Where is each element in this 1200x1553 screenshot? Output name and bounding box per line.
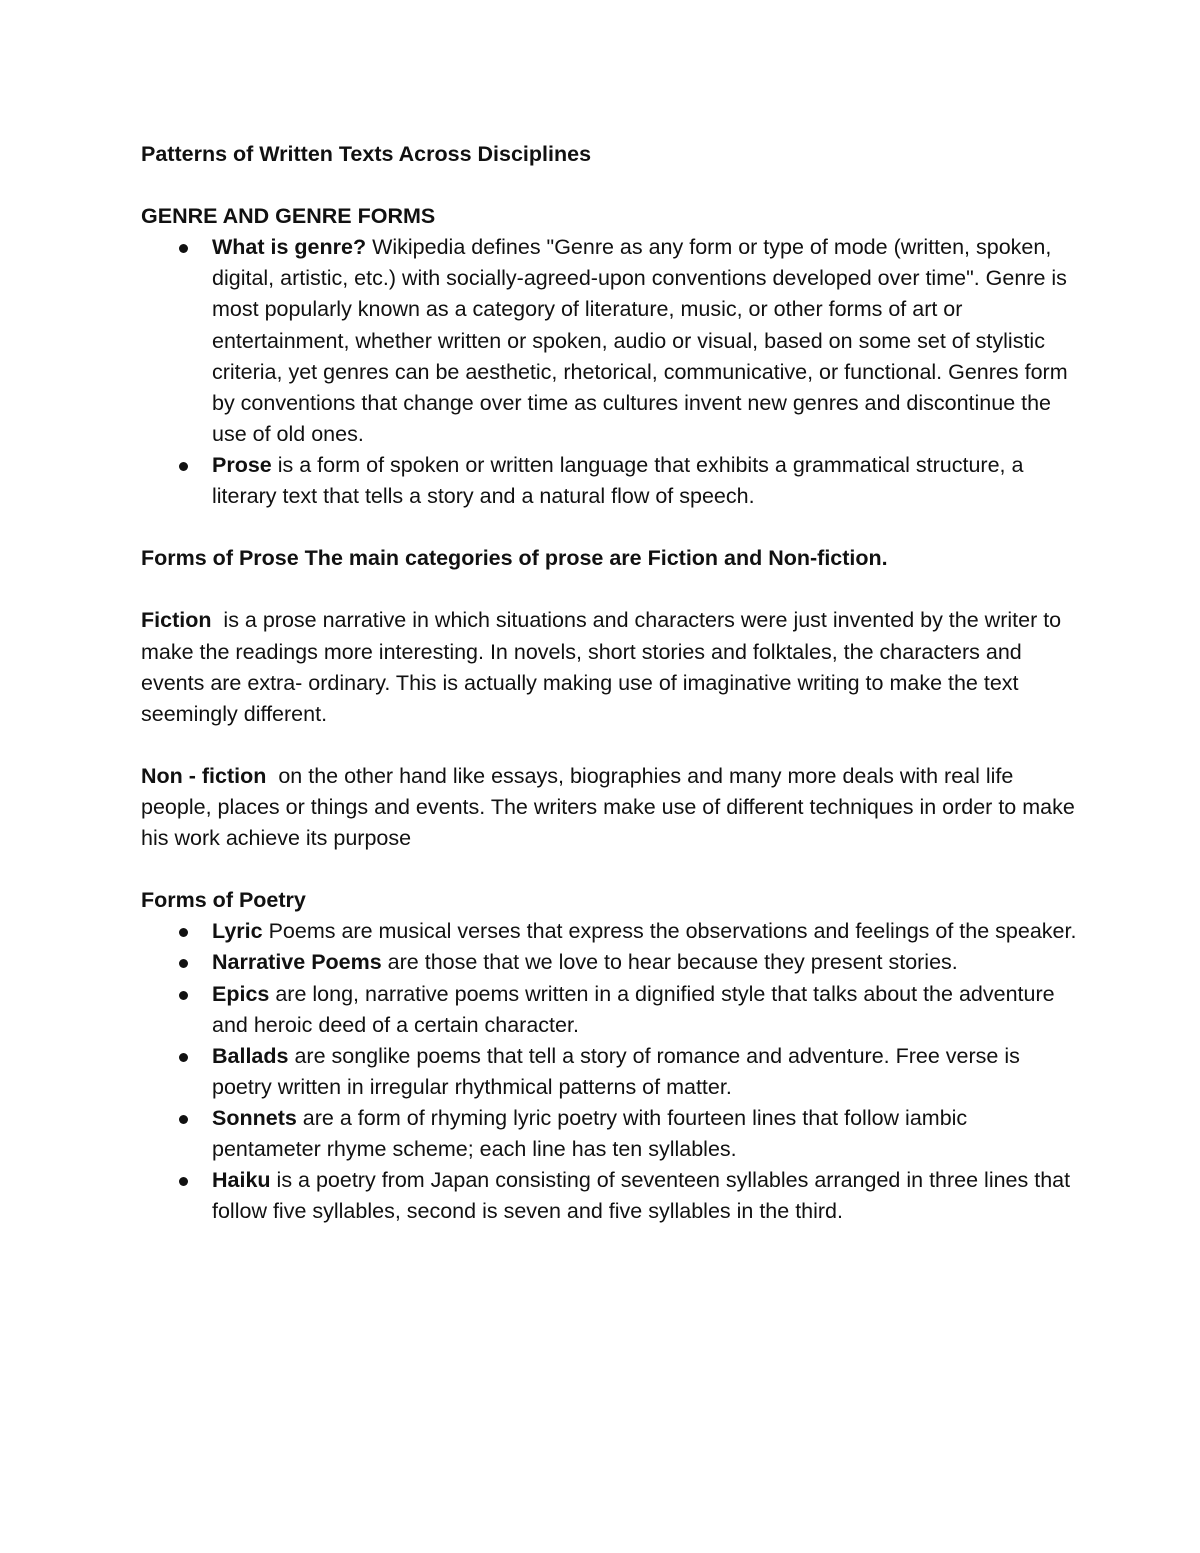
bullet-icon — [179, 462, 188, 471]
fiction-text: is a prose narrative in which situations and characters were just invented by the writer to make the readings more interesting. In novels, short stories and folktales, the characters and events are extra- ordinary. This is actually making use of imaginative writing to make the text seemingly different. — [141, 608, 1068, 726]
nonfiction-paragraph — [141, 761, 1081, 854]
genre-list — [141, 232, 1081, 512]
list-item-term: Lyric — [212, 919, 263, 944]
nonfiction-term: Non - fiction — [141, 763, 267, 788]
nonfiction-text: on the other hand like essays, biographies and many more deals with real life people, places or things and events. The writers make use of different techniques in order to make his work achieve its purpose — [141, 763, 1081, 851]
list-item-term: Ballads — [212, 1043, 289, 1068]
list-item-text: Wikipedia defines "Genre as any form or type of mode (written, spoken, digital, artistic, etc.) with socially-agreed-upon conventions developed over time". Genre is most popularly known as a category of literature, music, or other forms of art or entertainment, whether written or spoken, audio or visual, based on some set of stylistic criteria, yet genres can be aesthetic, rhetorical, communicative, or functional. Genres form by conventions that change over time as cultures invent new genres and discontinue the use of old ones. — [212, 235, 1068, 446]
bullet-icon — [179, 244, 188, 253]
prose-forms-heading: Forms of Prose The main categories of prose are Fiction and Non-fiction. — [141, 546, 888, 571]
list-item-term: Sonnets — [212, 1105, 297, 1130]
list-item — [141, 450, 1081, 512]
list-item — [141, 1103, 1081, 1165]
list-item-text: are long, narrative poems written in a dignified style that talks about the adventure and heroic deed of a certain character. — [212, 981, 1055, 1037]
spacer — [141, 854, 1081, 885]
list-item-term: Prose — [212, 452, 272, 477]
fiction-paragraph — [141, 605, 1081, 729]
list-item-text: are songlike poems that tell a story of romance and adventure. Free verse is poetry written in irregular rhythmical patterns of matter. — [212, 1043, 1020, 1099]
list-item-term: Narrative Poems — [212, 950, 382, 975]
list-item-text: is a poetry from Japan consisting of seventeen syllables arranged in three lines that follow five syllables, second is seven and five syllables in the third. — [212, 1168, 1071, 1224]
poetry-list — [141, 916, 1081, 1227]
list-item-text: are a form of rhyming lyric poetry with fourteen lines that follow iambic pentameter rhyme scheme; each line has ten syllables. — [212, 1105, 968, 1161]
bullet-icon — [179, 1177, 188, 1186]
list-item — [141, 916, 1081, 947]
bullet-icon — [179, 991, 188, 1000]
list-item — [141, 232, 1081, 450]
list-item-text: are those that we love to hear because they present stories. — [381, 950, 958, 975]
poetry-heading: Forms of Poetry — [141, 888, 306, 913]
list-item-term: Epics — [212, 981, 270, 1006]
list-item — [141, 947, 1081, 978]
list-item-text: Poems are musical verses that express the observations and feelings of the speaker. — [262, 919, 1077, 944]
list-item — [141, 1041, 1081, 1103]
bullet-icon — [179, 959, 188, 968]
bullet-icon — [179, 1053, 188, 1062]
spacer — [141, 730, 1081, 761]
bullet-icon — [179, 928, 188, 937]
genre-heading: GENRE AND GENRE FORMS — [141, 204, 436, 229]
list-item — [141, 979, 1081, 1041]
spacer — [141, 512, 1081, 543]
document-title: Patterns of Written Texts Across Disciplines — [141, 142, 592, 166]
list-item — [141, 1165, 1081, 1227]
spacer — [141, 170, 1081, 201]
bullet-icon — [179, 1115, 188, 1124]
list-item-term: What is genre? — [212, 235, 367, 260]
spacer — [141, 574, 1081, 605]
list-item-text: is a form of spoken or written language that exhibits a grammatical structure, a literary text that tells a story and a natural flow of speech. — [212, 452, 1024, 509]
fiction-term: Fiction — [141, 608, 212, 633]
list-item-term: Haiku — [212, 1168, 271, 1193]
document-page — [141, 139, 1081, 1227]
